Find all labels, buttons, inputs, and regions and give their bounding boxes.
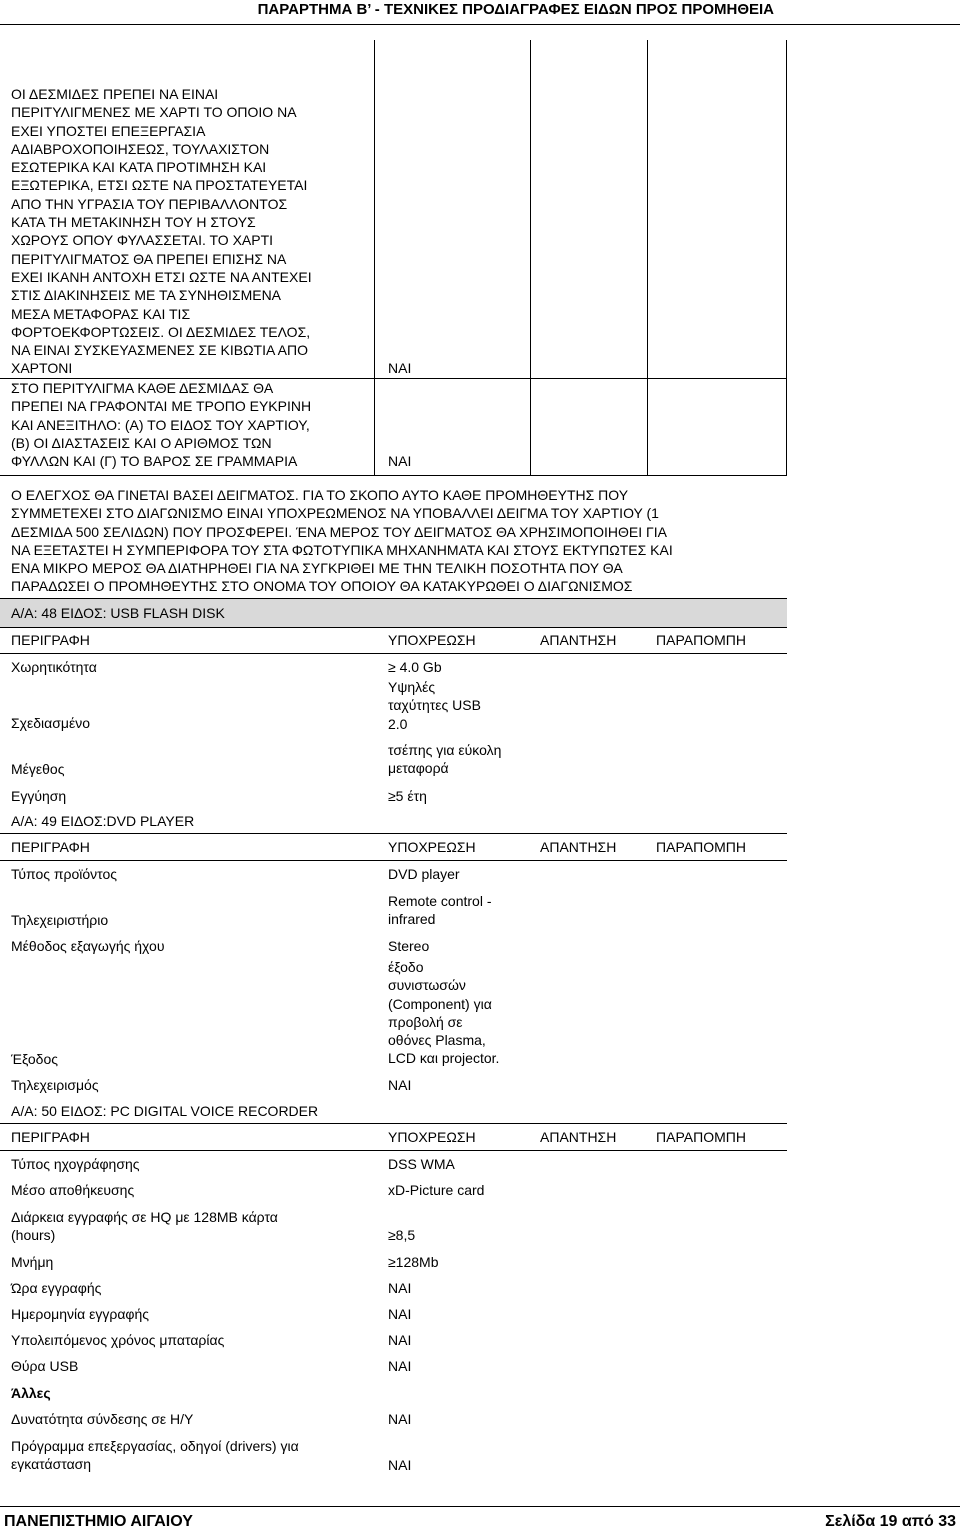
paper-spec-packaging-value: ΝΑΙ [388,360,412,376]
paper-spec-labeling: ΣΤΟ ΠΕΡΙΤΥΛΙΓΜΑ ΚΑΘΕ ΔΕΣΜΙΔΑΣ ΘΑ ΠΡΕΠΕΙ ΝΑ ΓΡΑΦΟΝΤΑΙ ΜΕ ΤΡΟΠΟ ΕΥΚΡΙΝΗ ΚΑΙ ΑΝΕΞΙΤΗΛΟ: (Α) ΤΟ ΕΙΔΟΣ ΤΟΥ ΧΑΡΤΙΟΥ, (Β) ΟΙ ΔΙΑΣΤΑΣΕΙΣ ΚΑΙ Ο ΑΡΙΘΜΟΣ ΤΩΝ ΦΥΛΛΩΝ ΚΑΙ (Γ) ΤΟ ΒΑΡΟΣ ΣΕ ΓΡΑΜΜΑΡΙΑ [11,380,312,470]
sampling-note: Ο ΕΛΕΓΧΟΣ ΘΑ ΓΙΝΕΤΑΙ ΒΑΣΕΙ ΔΕΙΓΜΑΤΟΣ. ΓΙΑ ΤΟ ΣΚΟΠΟ ΑΥΤΟ ΚΑΘΕ ΠΡΟΜΗΘΕΥΤΗΣ ΠΟΥ ΣΥΜΜΕΤΕΧΕΙ ΣΤΟ ΔΙΑΓΩΝΙΣΜΟ ΕΙΝΑΙ ΥΠΟΧΡΕΩΜΕΝΟΣ ΝΑ ΥΠΟΒΑΛΛΕΙ ΔΕΙΓΜΑ ΤΟΥ ΧΑΡΤΙΟΥ (1 ΔΕΣΜΙΔΑ 500 ΣΕΛΙΔΩΝ) ΠΟΥ ΠΡΟΣΦΕΡΕΙ. ΈΝΑ ΜΕΡΟΣ ΤΟΥ ΔΕΙΓΜΑΤΟΣ ΘΑ ΧΡΗΣΙΜΟΠΟΙΗΘΕΙ ΓΙΑ ΝΑ ΕΞΕΤΑΣΤΕΙ Η ΣΥΜΠΕΡΙΦΟΡΑ ΤΟΥ ΣΤΑ ΦΩΤΟΤΥΠΙΚΑ ΜΗΧΑΝΗΜΑΤΑ ΚΑΙ ΣΤΟΥΣ ΕΚΤΥΠΩΤΕΣ ΚΑΙ ΕΝΑ ΜΙΚΡΟ ΜΕΡΟΣ ΘΑ ΔΙΑΤΗΡΗΘΕΙ ΓΙΑ ΝΑ ΣΥΓΚΡΙΘΕΙ ΜΕ ΤΗΝ ΤΕΛΙΚΗ ΠΟΣΟΤΗΤΑ ΠΟΥ ΘΑ ΠΑΡΑΔΩΣΕΙ Ο ΠΡΟΜΗΘΕΥΤΗΣ ΣΤΟ ΟΝΟΜΑ ΤΟΥ ΟΠΟΙΟΥ ΘΑ ΚΑΤΑΚΥΡΩΘΕΙ Ο ΔΙΑΓΩΝΙΣΜΟΣ [11,487,673,595]
section-title-recorder: Α/Α: 50 ΕΙΔΟΣ: PC DIGITAL VOICE RECORDER [11,1103,319,1119]
table-vline-3 [647,40,648,476]
dvd-output-label: Έξοδος [11,1051,58,1067]
usb-header-top [0,627,787,628]
dvd-audio-value: Stereo [388,938,430,954]
rec-header-bottom [0,1150,787,1151]
rec-date-label: Ημερομηνία εγγραφής [11,1306,150,1322]
col-header-description: ΠΕΡΙΓΡΑΦΗ [11,839,90,855]
col-header-requirement: ΥΠΟΧΡΕΩΣΗ [388,839,476,855]
usb-design-label: Σχεδιασμένο [11,715,90,731]
usb-size-label: Μέγεθος [11,761,65,777]
dvd-control-label: Τηλεχειρισμός [11,1077,99,1093]
rec-header-top [0,1123,787,1124]
col-header-reference: ΠΑΡΑΠΟΜΠΗ [656,632,746,648]
usb-header-bottom [0,653,787,654]
col-header-description: ΠΕΡΙΓΡΑΦΗ [11,632,90,648]
footer-page-number: Σελίδα 19 από 33 [825,1513,956,1530]
section-title-usb: Α/Α: 48 ΕΙΔΟΣ: USB FLASH DISK [11,605,225,621]
footer-divider [0,1506,960,1507]
rec-memory-value: ≥128Mb [388,1254,439,1270]
rec-usb-value: ΝΑΙ [388,1358,412,1374]
rec-battery-label: Υπολειπόμενος χρόνος μπαταρίας [11,1332,225,1348]
rec-time-value: ΝΑΙ [388,1280,412,1296]
col-header-reference: ΠΑΡΑΠΟΜΠΗ [656,839,746,855]
rec-time-label: Ώρα εγγραφής [11,1280,102,1296]
paper-spec-labeling-value: ΝΑΙ [388,453,412,469]
dvd-output-value: έξοδο συνιστωσών (Component) για προβολή σε οθόνες Plasma, LCD και projector. [388,959,500,1067]
usb-capacity-label: Χωρητικότητα [11,659,97,675]
dvd-remote-label: Τηλεχειριστήριο [11,912,109,928]
table-vline-2 [530,40,531,476]
rec-storage-value: xD-Picture card [388,1182,485,1198]
footer-institution: ΠΑΝΕΠΙΣΤΗΜΙΟ ΑΙΓΑΙΟΥ [4,1513,193,1530]
dvd-control-value: ΝΑΙ [388,1077,412,1093]
dvd-remote-value: Remote control - infrared [388,893,492,928]
rec-software-label: Πρόγραμμα επεξεργασίας, οδηγοί (drivers) για εγκατάσταση [11,1438,299,1473]
rec-duration-value: ≥8,5 [388,1227,416,1243]
col-header-answer: ΑΠΑΝΤΗΣΗ [540,839,617,855]
dvd-audio-label: Μέθοδος εξαγωγής ήχου [11,938,165,954]
col-header-answer: ΑΠΑΝΤΗΣΗ [540,1129,617,1145]
section-title-dvd: Α/Α: 49 ΕΙΔΟΣ:DVD PLAYER [11,813,195,829]
table-vline-1 [374,40,375,476]
table-vline-4 [786,40,787,476]
col-header-reference: ΠΑΡΑΠΟΜΠΗ [656,1129,746,1145]
rec-software-value: ΝΑΙ [388,1457,412,1473]
rec-other-label: Άλλες [11,1385,51,1401]
usb-capacity-value: ≥ 4.0 Gb [388,659,442,675]
rec-date-value: ΝΑΙ [388,1306,412,1322]
dvd-header-top [0,833,787,834]
paper-spec-packaging: ΟΙ ΔΕΣΜΙΔΕΣ ΠΡΕΠΕΙ ΝΑ ΕΙΝΑΙ ΠΕΡΙΤΥΛΙΓΜΕΝΕΣ ΜΕ ΧΑΡΤΙ ΤΟ ΟΠΟΙΟ ΝΑ ΕΧΕΙ ΥΠΟΣΤΕΙ ΕΠΕΞΕΡΓΑΣΙΑ ΑΔΙΑΒΡΟΧΟΠΟΙΗΣΕΩΣ, ΤΟΥΛΑΧΙΣΤΟΝ ΕΣΩΤΕΡΙΚΑ ΚΑΙ ΚΑΤΑ ΠΡΟΤΙΜΗΣΗ ΚΑΙ ΕΞΩΤΕΡΙΚΑ, ΕΤΣΙ ΩΣΤΕ ΝΑ ΠΡΟΣΤΑΤΕΥΕΤΑΙ ΑΠΟ ΤΗΝ ΥΓΡΑΣΙΑ ΤΟΥ ΠΕΡΙΒΑΛΛΟΝΤΟΣ ΚΑΤΑ ΤΗ ΜΕΤΑΚΙΝΗΣΗ ΤΟΥ Η ΣΤΟΥΣ ΧΩΡΟΥΣ ΟΠΟΥ ΦΥΛΑΣΣΕΤΑΙ. ΤΟ ΧΑΡΤΙ ΠΕΡΙΤΥΛΙΓΜΑΤΟΣ ΘΑ ΠΡΕΠΕΙ ΕΠΙΣΗΣ ΝΑ ΕΧΕΙ ΙΚΑΝΗ ΑΝΤΟΧΗ ΕΤΣΙ ΩΣΤΕ ΝΑ ΑΝΤΕΧΕΙ ΣΤΙΣ ΔΙΑΚΙΝΗΣΕΙΣ ΜΕ ΤΑ ΣΥΝΗΘΙΣΜΕΝΑ ΜΕΣΑ ΜΕΤΑΦΟΡΑΣ ΚΑΙ ΤΙΣ ΦΟΡΤΟΕΚΦΟΡΤΩΣΕΙΣ. ΟΙ ΔΕΣΜΙΔΕΣ ΤΕΛΟΣ, ΝΑ ΕΙΝΑΙ ΣΥΣΚΕΥΑΣΜΕΝΕΣ ΣΕ ΚΙΒΩΤΙΑ ΑΠΟ ΧΑΡΤΟΝΙ [11,86,312,377]
page-header: ΠΑΡΑΡΤΗΜΑ Β’ - ΤΕΧΝΙΚΕΣ ΠΡΟΔΙΑΓΡΑΦΕΣ ΕΙΔΩΝ ΠΡΟΣ ΠΡΟΜΗΘΕΙΑ [257,1,774,18]
usb-band-top [0,598,787,599]
rec-type-label: Τύπος ηχογράφησης [11,1156,140,1172]
rec-usb-label: Θύρα USB [11,1358,79,1374]
rec-duration-label: Διάρκεια εγγραφής σε HQ με 128MB κάρτα (hours) [11,1209,278,1244]
rec-memory-label: Μνήμη [11,1254,54,1270]
table-hline-2 [0,475,787,476]
usb-size-value: τσέπης για εύκολη μεταφορά [388,742,502,777]
col-header-description: ΠΕΡΙΓΡΑΦΗ [11,1129,90,1145]
rec-storage-label: Μέσο αποθήκευσης [11,1182,135,1198]
usb-warranty-value: ≥5 έτη [388,788,427,804]
rec-pc-label: Δυνατότητα σύνδεσης σε Η/Υ [11,1411,194,1427]
rec-battery-value: ΝΑΙ [388,1332,412,1348]
col-header-answer: ΑΠΑΝΤΗΣΗ [540,632,617,648]
usb-warranty-label: Εγγύηση [11,788,67,804]
rec-type-value: DSS WMA [388,1156,455,1172]
dvd-type-label: Τύπος προϊόντος [11,866,118,882]
col-header-requirement: ΥΠΟΧΡΕΩΣΗ [388,632,476,648]
dvd-type-value: DVD player [388,866,460,882]
usb-design-value: Υψηλές ταχύτητες USB 2.0 [388,679,481,732]
header-divider [0,24,960,25]
col-header-requirement: ΥΠΟΧΡΕΩΣΗ [388,1129,476,1145]
dvd-header-bottom [0,860,787,861]
rec-pc-value: ΝΑΙ [388,1411,412,1427]
